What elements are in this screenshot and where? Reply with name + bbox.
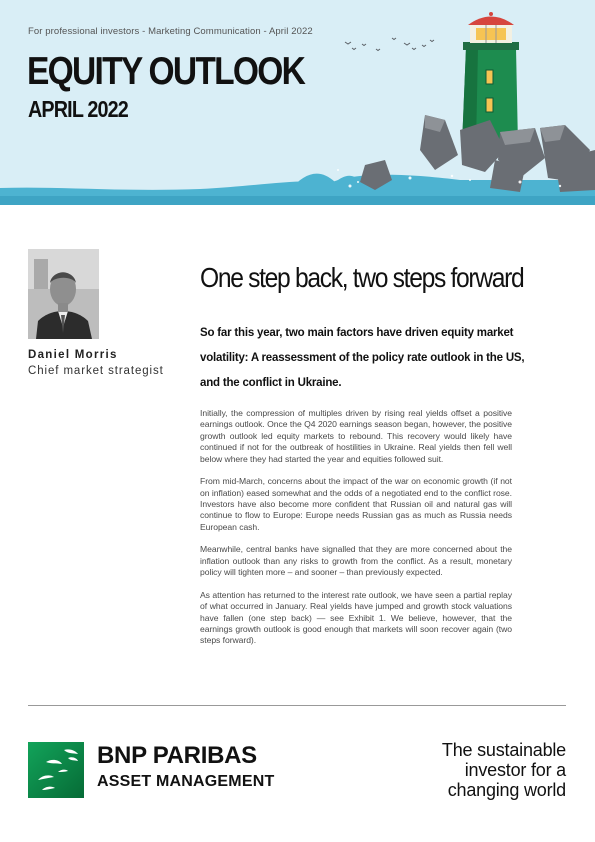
document-title: EQUITY OUTLOOK xyxy=(27,50,305,93)
tagline-line: The sustainable xyxy=(441,740,566,760)
header-banner xyxy=(0,0,595,205)
document-meta: For professional investors - Marketing Communication - April 2022 xyxy=(28,26,313,37)
brand-name: BNP PARIBAS xyxy=(97,742,257,769)
body-paragraph: Initially, the compression of multiples driven by rising real yields offset a positive earnings outlook. Once the Q4 2020 earnings season began, however, the positive growth outlook led equity markets to rebound. This recovery would likely have continued if not for the outbreak of hostilities in Ukraine. Real yields then fell well below where they had started the year and equities followed suit. xyxy=(200,408,512,464)
tagline-line: investor for a xyxy=(464,760,566,780)
body-paragraph: As attention has returned to the interest rate outlook, we have seen a partial replay of what occurred in January. Real yields have jumped and growth stock valuations have fallen (one step back) — see Exhibit 1. We believe, however, that the earnings growth outlook is good enough that markets will soon recover again (two steps forward). xyxy=(200,589,512,646)
brand-tagline xyxy=(442,740,566,800)
article-body xyxy=(200,408,512,658)
footer-divider xyxy=(28,705,566,706)
tagline-line: changing world xyxy=(447,780,566,800)
article-headline: One step back, two steps forward xyxy=(200,262,524,293)
article-lead: So far this year, two main factors have driven equity market volatility: A reassessment of the policy rate outlook in the US, and the conflict in Ukraine. xyxy=(200,327,525,389)
author-name: Daniel Morris xyxy=(28,349,118,361)
body-paragraph: Meanwhile, central banks have signalled that they are more concerned about the inflation outlook than any risks to growth from the conflict. As a result, monetary policy will tighten more – and sooner – than previously expected. xyxy=(200,544,512,578)
body-paragraph: From mid-March, concerns about the impact of the war on economic growth (if not on inflation) eased somewhat and the odds of a negotiated end to the conflict rose. Investors have also become more confident that Russian oil and natural gas will continue to flow to Europe: Europe needs Russian gas as much as Russia needs European cash. xyxy=(200,476,512,532)
author-portrait xyxy=(28,249,99,339)
author-role: Chief market strategist xyxy=(28,365,164,377)
bnp-paribas-stars-logo xyxy=(28,742,84,798)
brand-subtitle: ASSET MANAGEMENT xyxy=(97,773,275,790)
birds-icon xyxy=(345,38,434,51)
document-date-title: APRIL 2022 xyxy=(28,96,128,122)
